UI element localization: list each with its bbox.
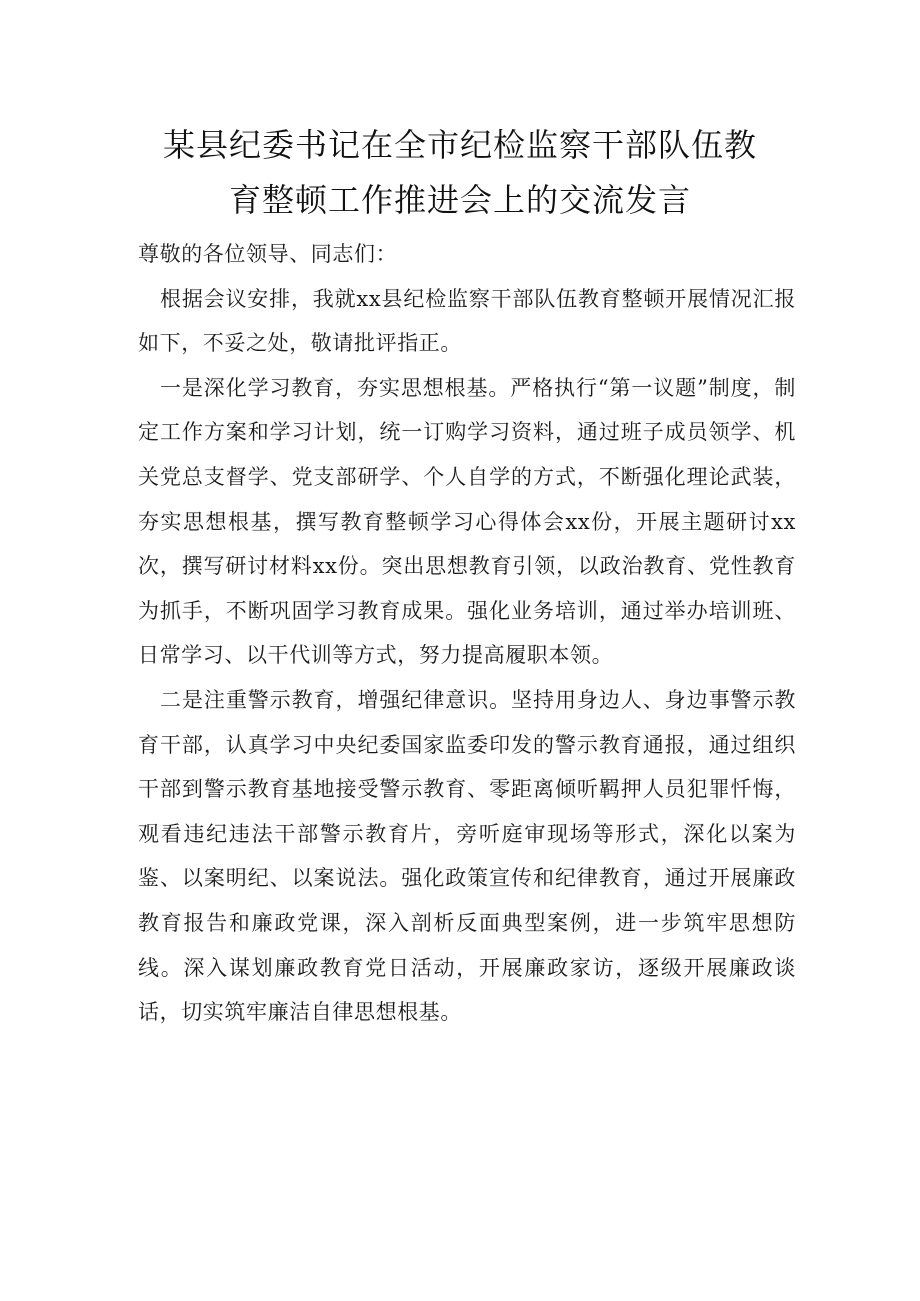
title-line-1: 某县纪委书记在全市纪检监察干部队伍教 bbox=[162, 126, 757, 164]
paragraph-point-2: 二是注重警示教育，增强纪律意识。坚持用身边人、身边事警示教育干部，认真学习中央纪委国家监委印发的警示教育通报，通过组织干部到警示教育基地接受警示教育、零距离倾听羁押人员犯罪忏悔，观看违纪违法干部警示教育片，旁听庭审现场等形式，深化以案为鉴、以案明纪、以案说法。强化政策宣传和纪律教育，通过开展廉政教育报告和廉政党课，深入剖析反面典型案例，进一步筑牢思想防线。深入谋划廉政教育党日活动，开展廉政家访，逐级开展廉政谈话，切实筑牢廉洁自律思想根基。 bbox=[138, 687, 796, 1025]
title-line-2: 育整顿工作推进会上的交流发言 bbox=[228, 181, 691, 219]
paragraph-intro: 根据会议安排，我就xx县纪检监察干部队伍教育整顿开展情况汇报如下，不妥之处，敬请批评指正。 bbox=[138, 286, 796, 356]
paragraph-point-1: 一是深化学习教育，夯实思想根基。严格执行“第一议题”制度，制定工作方案和学习计划，统一订购学习资料，通过班子成员领学、机关党总支督学、党支部研学、个人自学的方式，不断强化理论武装，夯实思想根基，撰写教育整顿学习心得体会xx份，开展主题研讨xx次，撰写研讨材料xx份。突出思想教育引领，以政治教育、党性教育为抓手，不断巩固学习教育成果。强化业务培训，通过举办培训班、日常学习、以干代训等方式，努力提高履职本领。 bbox=[138, 375, 796, 668]
document-title bbox=[130, 118, 790, 228]
salutation: 尊敬的各位领导、同志们： bbox=[138, 242, 398, 266]
document-body bbox=[138, 232, 796, 1035]
